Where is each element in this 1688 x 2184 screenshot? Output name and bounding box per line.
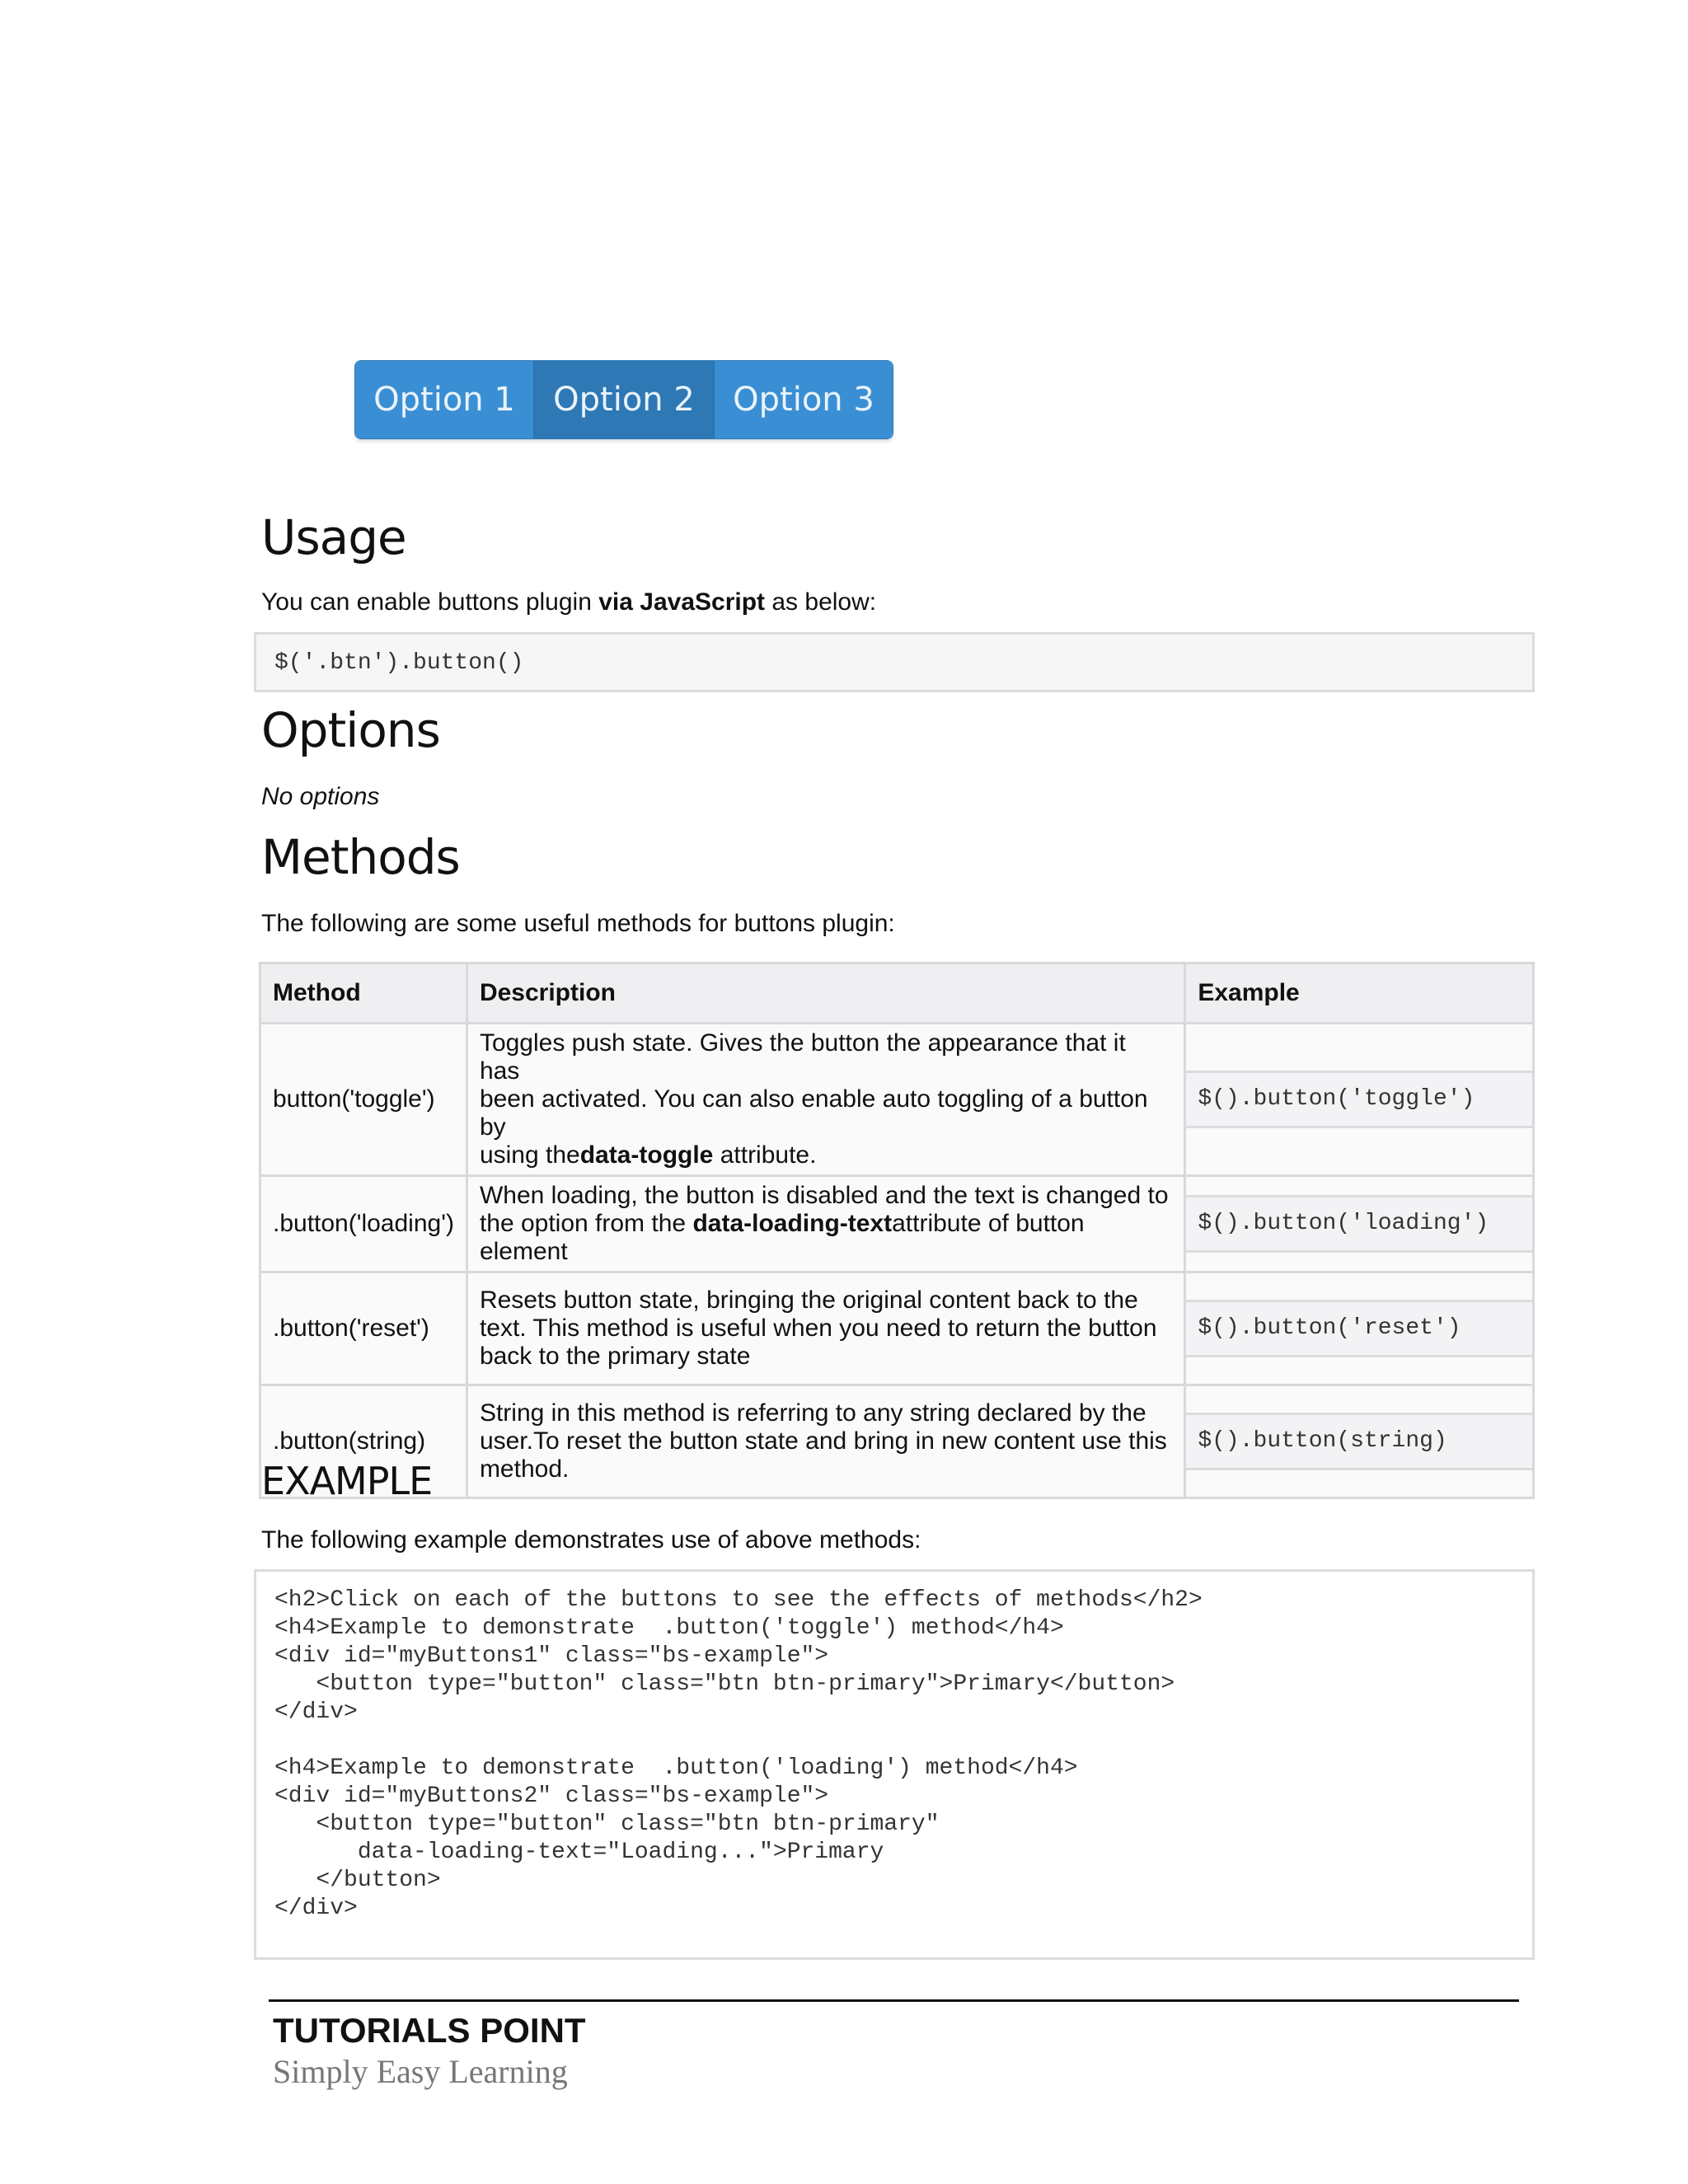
- desc-text: using the: [479, 1141, 580, 1169]
- code-line: <h4>Example to demonstrate .button('toggle') method</h4>: [274, 1615, 1064, 1641]
- options-text: No options: [261, 783, 380, 810]
- footer-subtitle: Simply Easy Learning: [273, 2053, 568, 2090]
- desc-line: [480, 1210, 1172, 1266]
- code-line: <div id="myButtons2" class="bs-example">: [274, 1783, 829, 1809]
- usage-code-block: [254, 632, 1535, 692]
- example-intro: The following example demonstrates use of above methods:: [261, 1526, 921, 1554]
- example-code: $().button('reset'): [1186, 1300, 1532, 1357]
- example-code: $().button('loading'): [1186, 1195, 1532, 1253]
- code-line: </div>: [274, 1699, 358, 1725]
- method-cell: .button('loading'): [260, 1176, 467, 1272]
- method-cell: button('toggle'): [260, 1024, 467, 1176]
- example-code: $().button(string): [1186, 1413, 1532, 1470]
- header-example: Example: [1185, 963, 1534, 1024]
- code-line: <h4>Example to demonstrate .button('loading') method</h4>: [274, 1755, 1078, 1781]
- example-heading: EXAMPLE: [261, 1459, 433, 1503]
- table-header-row: [260, 963, 1534, 1024]
- header-method: Method: [260, 963, 467, 1024]
- button-group-demo: [354, 360, 893, 439]
- code-line: <h2>Click on each of the buttons to see the effects of methods</h2>: [274, 1587, 1203, 1613]
- example-cell: [1185, 1176, 1534, 1272]
- desc-line: text. This method is useful when you need to return the button: [479, 1315, 1157, 1342]
- footer-title: TUTORIALS POINT: [273, 2011, 586, 2050]
- methods-heading: Methods: [261, 829, 460, 885]
- desc-bold: data-loading-text: [692, 1210, 893, 1237]
- option-2-button[interactable]: Option 2: [535, 361, 715, 438]
- method-cell: .button(string): [260, 1385, 467, 1498]
- header-description: Description: [467, 963, 1184, 1024]
- table-row: [260, 1176, 1534, 1272]
- desc-bold: data-toggle: [579, 1141, 714, 1169]
- usage-heading: Usage: [261, 509, 406, 565]
- table-row: [260, 1272, 1534, 1385]
- option-3-button[interactable]: Option 3: [715, 361, 893, 438]
- methods-intro: The following are some useful methods for buttons plugin:: [261, 910, 895, 937]
- usage-code: $('.btn').button(): [274, 650, 524, 676]
- example-code: $().button('toggle'): [1186, 1071, 1532, 1128]
- desc-line: [480, 1141, 1172, 1169]
- option-1-button[interactable]: Option 1: [355, 361, 535, 438]
- description-cell: [467, 1024, 1184, 1176]
- code-line: <button type="button" class="btn btn-primary">Primary</button>: [274, 1671, 1175, 1697]
- code-line: <div id="myButtons1" class="bs-example">: [274, 1643, 829, 1669]
- code-line: <button type="button" class="btn btn-primary": [274, 1811, 940, 1837]
- desc-line: Toggles push state. Gives the button the appearance that it has: [479, 1029, 1126, 1085]
- desc-line: String in this method is referring to any string declared by the: [479, 1399, 1146, 1427]
- code-line: data-loading-text="Loading...">Primary: [274, 1840, 884, 1865]
- example-code-block: [254, 1569, 1535, 1960]
- desc-line: been activated. You can also enable auto toggling of a button by: [479, 1085, 1148, 1141]
- code-line: </button>: [274, 1868, 441, 1893]
- desc-text: attribute of button element: [479, 1210, 1085, 1265]
- usage-intro-after: as below:: [765, 588, 877, 616]
- table-row: [260, 1024, 1534, 1176]
- usage-intro-bold: via JavaScript: [598, 588, 766, 616]
- description-cell: [467, 1176, 1184, 1272]
- desc-text: attribute.: [713, 1141, 817, 1169]
- example-cell: [1185, 1385, 1534, 1498]
- code-line: [274, 1727, 1514, 1755]
- desc-line: back to the primary state: [479, 1343, 751, 1370]
- options-heading: Options: [261, 702, 440, 758]
- desc-line: Resets button state, bringing the original content back to the: [479, 1286, 1138, 1314]
- example-cell: [1185, 1272, 1534, 1385]
- description-cell: [467, 1272, 1184, 1385]
- desc-line: user.To reset the button state and bring in new content use this: [479, 1427, 1167, 1455]
- usage-intro: [261, 588, 876, 616]
- desc-text: the option from the: [479, 1210, 693, 1237]
- usage-intro-text: You can enable buttons plugin: [261, 588, 599, 616]
- desc-line: method.: [479, 1455, 570, 1483]
- method-cell: .button('reset'): [260, 1272, 467, 1385]
- footer-rule: [269, 1999, 1519, 2002]
- desc-line: When loading, the button is disabled and the text is changed to: [479, 1182, 1169, 1209]
- code-line: </div>: [274, 1896, 358, 1921]
- methods-table: [259, 962, 1535, 1499]
- description-cell: [467, 1385, 1184, 1498]
- table-row: [260, 1385, 1534, 1498]
- example-cell: [1185, 1024, 1534, 1176]
